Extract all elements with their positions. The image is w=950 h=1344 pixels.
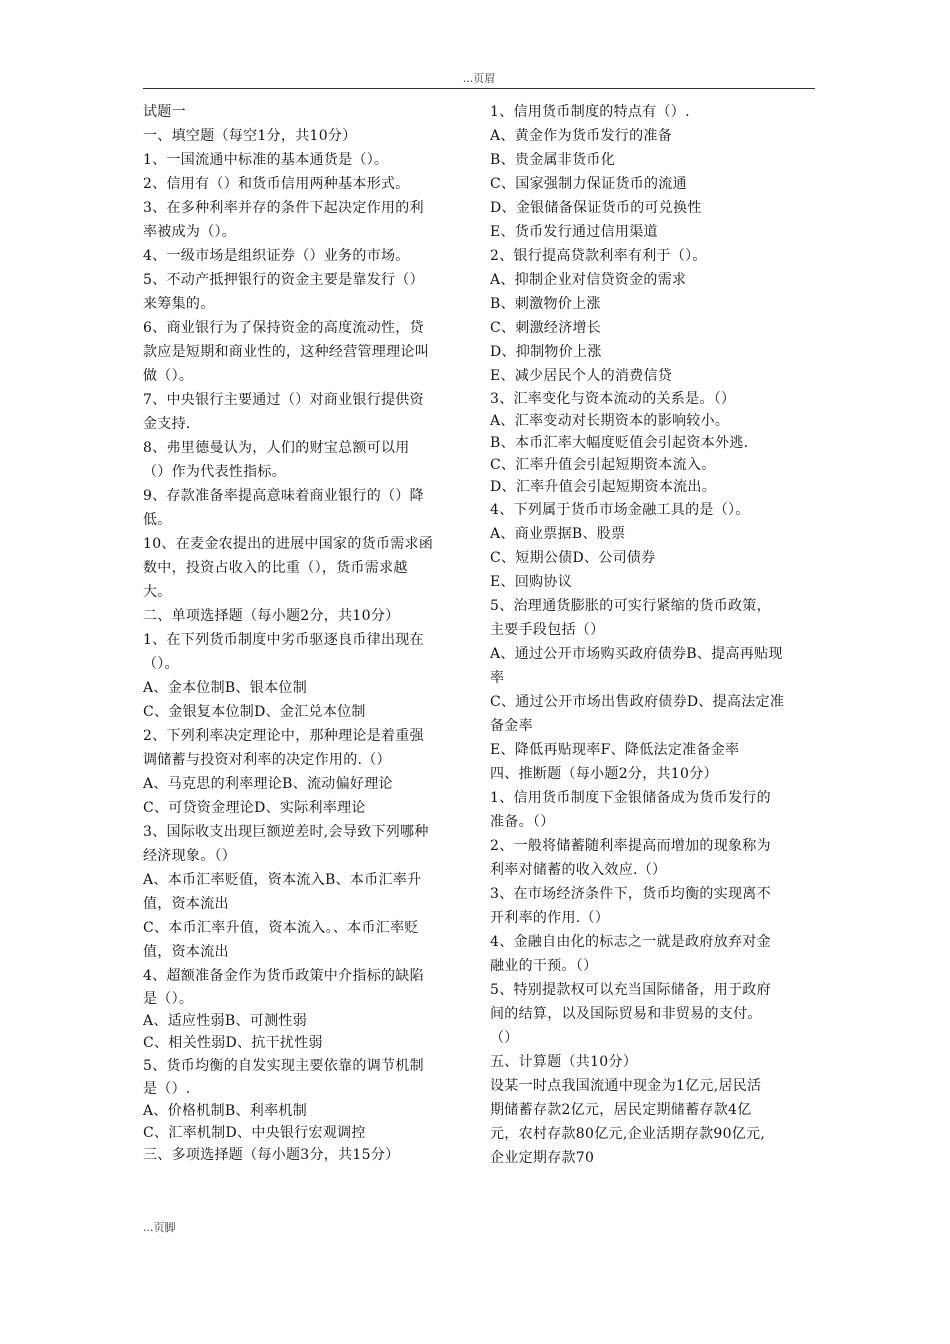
text-line: 三、多项选择题（每小题3分，共15分） <box>143 1147 400 1163</box>
text-line: B、刺激物价上涨 <box>490 296 601 312</box>
text-line: 5、货币均衡的自发实现主要依靠的调节机制 <box>143 1058 424 1074</box>
text-line: A、通过公开市场购买政府债券B、提高再贴现 <box>490 646 783 662</box>
page-header: ...页眉 <box>143 72 815 89</box>
text-line: E、货币发行通过信用渠道 <box>490 224 658 240</box>
text-line: A、马克思的利率理论B、流动偏好理论 <box>143 776 393 792</box>
text-line: 1、在下列货币制度中劣币驱逐良币律出现在 <box>143 632 424 648</box>
text-line: 6、商业银行为了保持资金的高度流动性，贷 <box>143 320 424 336</box>
text-line: 2、银行提高贷款利率有利于（）。 <box>490 248 707 264</box>
text-line: 2、一般将储蓄随利率提高而增加的现象称为 <box>490 838 771 854</box>
text-line: E、回购协议 <box>490 574 573 590</box>
text-line: D、汇率升值会引起短期资本流出。 <box>490 479 717 495</box>
text-line: 5、特别提款权可以充当国际储备，用于政府 <box>490 982 771 998</box>
text-line: C、国家强制力保证货币的流通 <box>490 176 687 192</box>
text-line: 做（）。 <box>143 368 194 384</box>
right-column <box>490 100 815 1170</box>
text-line: （）作为代表性指标。 <box>143 464 286 480</box>
text-line: C、金银复本位制D、金汇兑本位制 <box>143 704 366 720</box>
text-line: A、适应性弱B、可测性弱 <box>143 1013 307 1029</box>
text-line: A、本币汇率贬值，资本流入B、本币汇率升 <box>143 872 422 888</box>
text-line: C、汇率升值会引起短期资本流入。 <box>490 457 716 473</box>
text-line: 4、下列属于货币市场金融工具的是（）。 <box>490 502 750 518</box>
text-line: （） <box>490 1030 519 1046</box>
text-line: 期储蓄存款2亿元，居民定期储蓄存款4亿 <box>490 1102 752 1118</box>
text-line: 率被成为（）。 <box>143 224 237 240</box>
text-line: 4、一级市场是组织证券（）业务的市场。 <box>143 248 410 264</box>
text-line: 低。 <box>143 512 172 528</box>
text-line: A、金本位制B、银本位制 <box>143 680 307 696</box>
text-line: B、本币汇率大幅度贬值会引起资本外逃. <box>490 435 749 451</box>
text-line: 7、中央银行主要通过（）对商业银行提供资 <box>143 392 424 408</box>
text-line: 10、在麦金农提出的进展中国家的货币需求函 <box>143 536 434 552</box>
text-line: E、降低再贴现率F、降低法定准备金率 <box>490 742 740 758</box>
text-line: C、可贷资金理论D、实际利率理论 <box>143 800 366 816</box>
text-line: 来筹集的。 <box>143 296 215 312</box>
text-line: A、抑制企业对信贷资金的需求 <box>490 272 687 288</box>
text-line: 融业的干预。（） <box>490 958 598 974</box>
text-line: A、黄金作为货币发行的准备 <box>490 128 673 144</box>
text-line: 4、金融自由化的标志之一就是政府放弃对金 <box>490 934 771 950</box>
text-line: 开利率的作用.（） <box>490 910 610 926</box>
text-line: 9、存款准备率提高意味着商业银行的（）降 <box>143 488 424 504</box>
text-line: 5、治理通货膨胀的可实行紧缩的货币政策， <box>490 598 771 614</box>
page-footer: ...页脚 <box>143 1221 176 1234</box>
text-line: 大。 <box>143 584 172 600</box>
text-line: 1、一国流通中标准的基本通货是（）。 <box>143 152 389 168</box>
text-line: 值，资本流出 <box>143 944 229 960</box>
left-column <box>143 100 470 1166</box>
text-line: 款应是短期和商业性的，这种经营管理理论叫 <box>143 344 429 360</box>
text-line: 设某一时点我国流通中现金为1亿元,居民活 <box>490 1078 762 1094</box>
text-line: C、短期公债D、公司债券 <box>490 550 656 566</box>
text-line: 5、不动产抵押银行的资金主要是靠发行（） <box>143 272 424 288</box>
text-line: 经济现象。（） <box>143 848 237 864</box>
text-line: 3、在多种利率并存的条件下起决定作用的利 <box>143 200 424 216</box>
text-line: 值，资本流出 <box>143 896 229 912</box>
text-line: D、金银储备保证货币的可兑换性 <box>490 200 702 216</box>
text-line: 企业定期存款70 <box>490 1150 595 1166</box>
text-line: A、汇率变动对长期资本的影响较小。 <box>490 413 730 429</box>
text-line: D、抑制物价上涨 <box>490 344 602 360</box>
text-line: 准备。（） <box>490 814 555 830</box>
text-line: 是（）。 <box>143 991 194 1007</box>
text-line: 金支持. <box>143 416 191 432</box>
text-line: 元，农村存款80亿元,企业活期存款90亿元, <box>490 1126 766 1142</box>
text-line: 1、信用货币制度的特点有（）. <box>490 104 690 120</box>
text-line: （）。 <box>143 656 179 672</box>
text-line: C、汇率机制D、中央银行宏观调控 <box>143 1125 366 1141</box>
text-line: 3、汇率变化与资本流动的关系是。（） <box>490 391 736 407</box>
text-line: 调储蓄与投资对利率的决定作用的.（） <box>143 752 391 768</box>
text-line: E、减少居民个人的消费信贷 <box>490 368 673 384</box>
text-line: 4、超额准备金作为货币政策中介指标的缺陷 <box>143 968 424 984</box>
text-line: 3、国际收支出现巨额逆差时,会导致下列哪种 <box>143 824 429 840</box>
text-line: A、价格机制B、利率机制 <box>143 1103 307 1119</box>
text-line: 3、在市场经济条件下，货币均衡的实现离不 <box>490 886 771 902</box>
text-line: 五、计算题（共10分） <box>490 1054 638 1070</box>
text-line: 2、下列利率决定理论中，那种理论是着重强 <box>143 728 424 744</box>
text-line: 间的结算，以及国际贸易和非贸易的支付。 <box>490 1006 762 1022</box>
text-line: C、通过公开市场出售政府债券D、提高法定准 <box>490 694 785 710</box>
text-line: C、本币汇率升值，资本流入。、本币汇率贬 <box>143 920 419 936</box>
text-line: 四、推断题（每小题2分，共10分） <box>490 766 718 782</box>
text-line: C、相关性弱D、抗干扰性弱 <box>143 1035 323 1051</box>
text-line: 一、填空题（每空1分，共10分） <box>143 128 357 144</box>
text-line: 率 <box>490 670 505 686</box>
text-line: 备金率 <box>490 718 533 734</box>
text-line: 利率对储蓄的收入效应.（） <box>490 862 667 878</box>
text-line: 二、单项选择题（每小题2分，共10分） <box>143 608 400 624</box>
text-line: 试题一 <box>143 104 186 120</box>
text-line: 8、弗里德曼认为，人们的财宝总额可以用 <box>143 440 410 456</box>
text-line: 主要手段包括（） <box>490 622 605 638</box>
text-line: C、刺激经济增长 <box>490 320 602 336</box>
text-line: A、商业票据B、股票 <box>490 526 626 542</box>
text-line: 数中，投资占收入的比重（），货币需求越 <box>143 560 408 576</box>
text-line: 2、信用有（）和货币信用两种基本形式。 <box>143 176 410 192</box>
text-line: 1、信用货币制度下金银储备成为货币发行的 <box>490 790 771 806</box>
text-line: 是（）. <box>143 1081 191 1097</box>
text-line: B、贵金属非货币化 <box>490 152 615 168</box>
